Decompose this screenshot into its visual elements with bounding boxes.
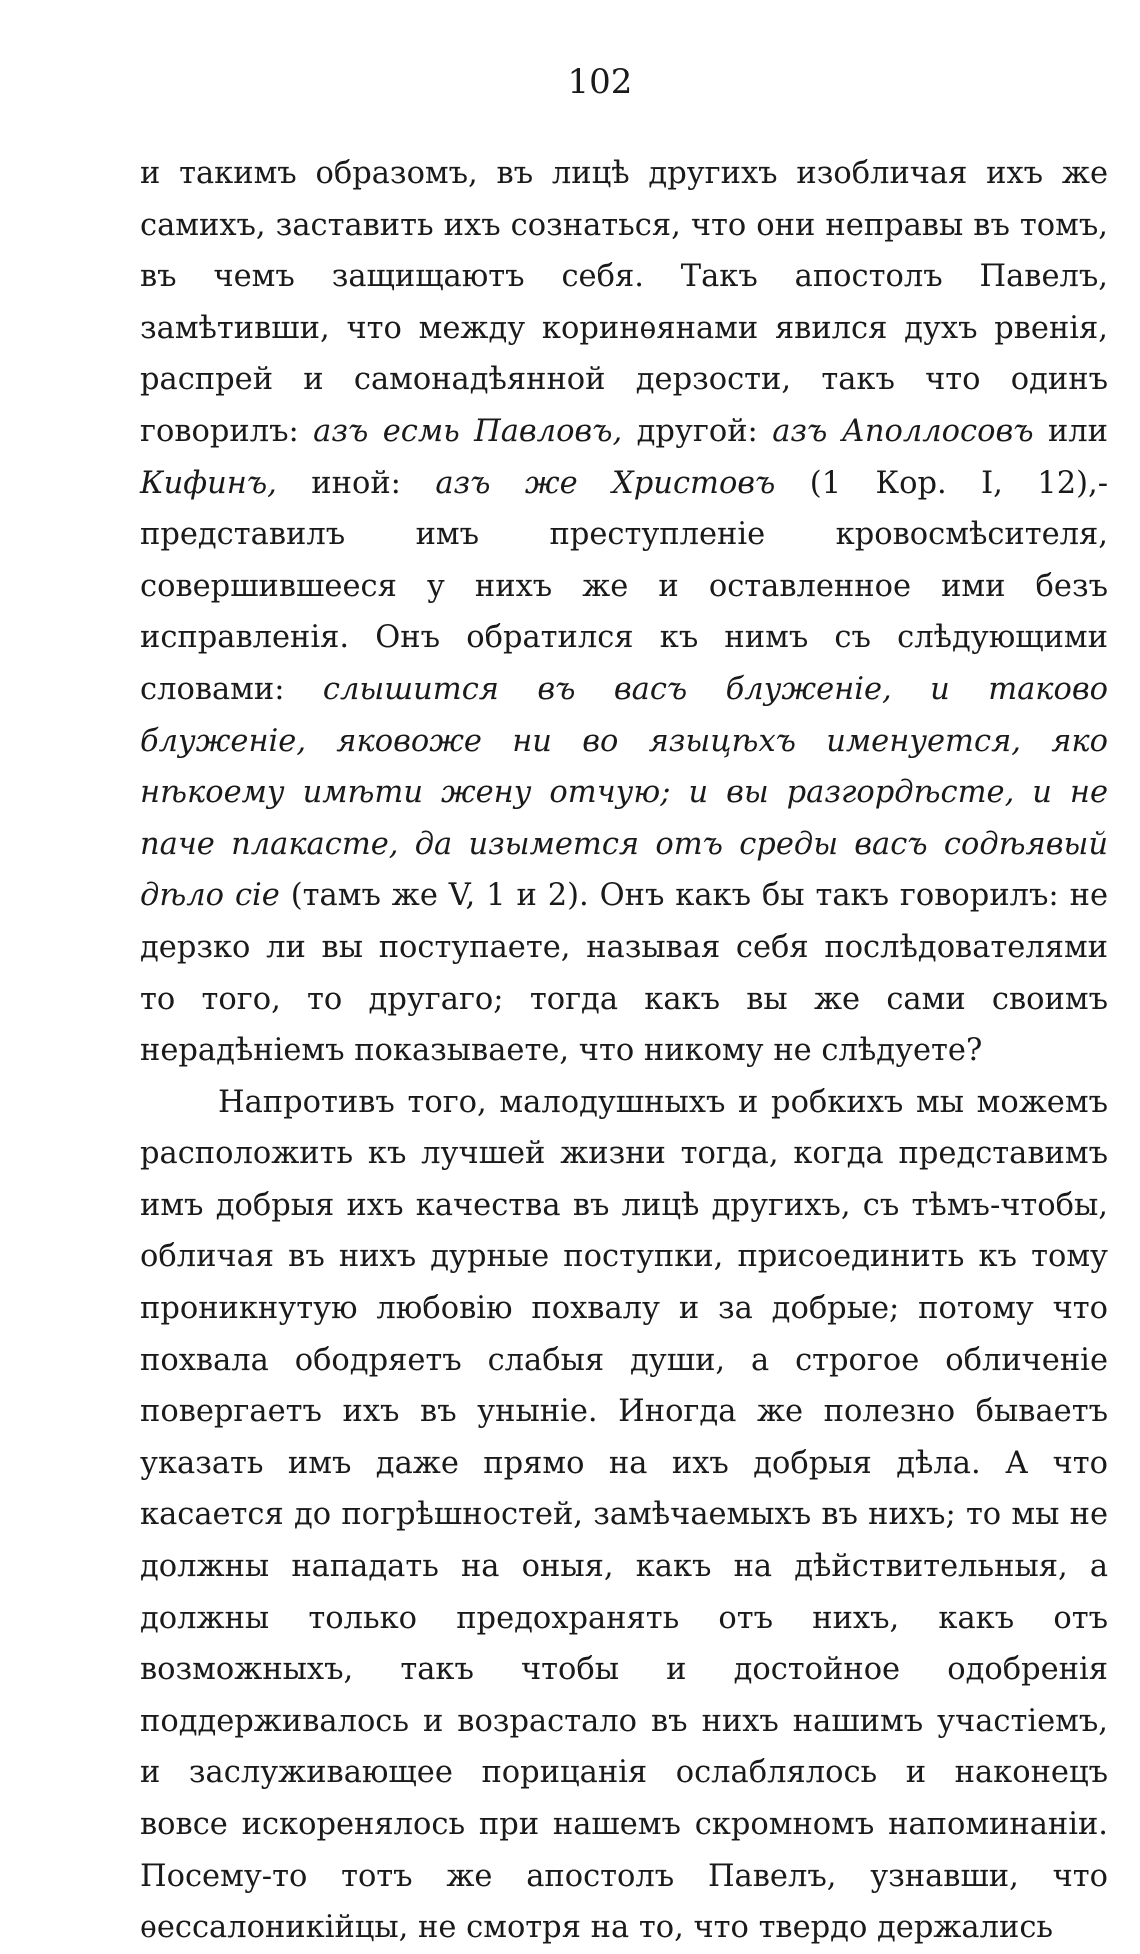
text-run: иной: <box>276 465 436 501</box>
scripture-quote: азъ Аполлосовъ <box>772 413 1034 449</box>
text-run: и такимъ образомъ, въ лицѣ другихъ изобличая ихъ же самихъ, заставить ихъ сознаться, что они неправы въ томъ, въ чемъ защищаютъ себя. Такъ апостолъ Павелъ, замѣтивши, что между коринѳянами явился духъ рвенія, распрей и самонадѣянной дерзости, такъ что одинъ говорилъ: <box>140 156 1108 449</box>
scripture-quote: Кифинъ, <box>140 465 277 501</box>
text-run: или <box>1033 413 1108 449</box>
text-run: (1 Кор. I, 12),-представилъ имъ преступленіе кровосмѣсителя, совершившееся у нихъ же и оставленное ими безъ исправленія. Онъ обратился къ нимъ съ слѣдующими словами: <box>140 465 1108 707</box>
page-number: 102 <box>567 62 633 102</box>
scripture-quote: азъ же Христовъ <box>435 465 776 501</box>
body-text <box>140 148 1108 1954</box>
paragraph-1 <box>140 148 1108 1077</box>
text-run: (тамъ же V, 1 и 2). Онъ какъ бы такъ говорилъ: не дерзко ли вы поступаете, называя себя послѣдователями то того, то другаго; тогда какъ вы же сами своимъ нерадѣніемъ показываете, что никому не слѣдуете? <box>140 878 1109 1069</box>
paragraph-2: Напротивъ того, малодушныхъ и робкихъ мы можемъ расположить къ лучшей жизни тогда, когда представимъ имъ добрыя ихъ качества въ лицѣ другихъ, съ тѣмъ-чтобы, обличая въ нихъ дурные поступки, присоединить къ тому проникнутую любовію похвалу и за добрые; потому что похвала ободряетъ слабыя души, а строгое обличеніе повергаетъ ихъ въ уныніе. Иногда же полезно бываетъ указать имъ даже прямо на ихъ добрыя дѣла. А что касается до погрѣшностей, замѣчаемыхъ въ нихъ; то мы не должны нападать на оныя, какъ на дѣйствительныя, а должны только предохранять отъ нихъ, какъ отъ возможныхъ, такъ чтобы и достойное одобренія поддерживалось и возрастало въ нихъ нашимъ участіемъ, и заслуживающее порицанія ослаблялось и наконецъ вовсе искоренялось при нашемъ скромномъ напоминаніи. Посему-то тотъ же апостолъ Павелъ, узнавши, что ѳессалоникійцы, не смотря на то, что твердо держались <box>140 1084 1108 1946</box>
scripture-quote: слышится въ васъ блуженіе, и таково блуженіе, яковоже ни во языцѣхъ именуется, яко нѣкоему имѣти жену отчую; и вы разгордѣсте, и не паче плакасте, да изымется отъ среды васъ содѣявый дѣло сіе <box>140 671 1108 914</box>
scripture-quote: азъ есмь Павловъ, <box>313 413 623 449</box>
text-run: другой: <box>622 413 773 449</box>
